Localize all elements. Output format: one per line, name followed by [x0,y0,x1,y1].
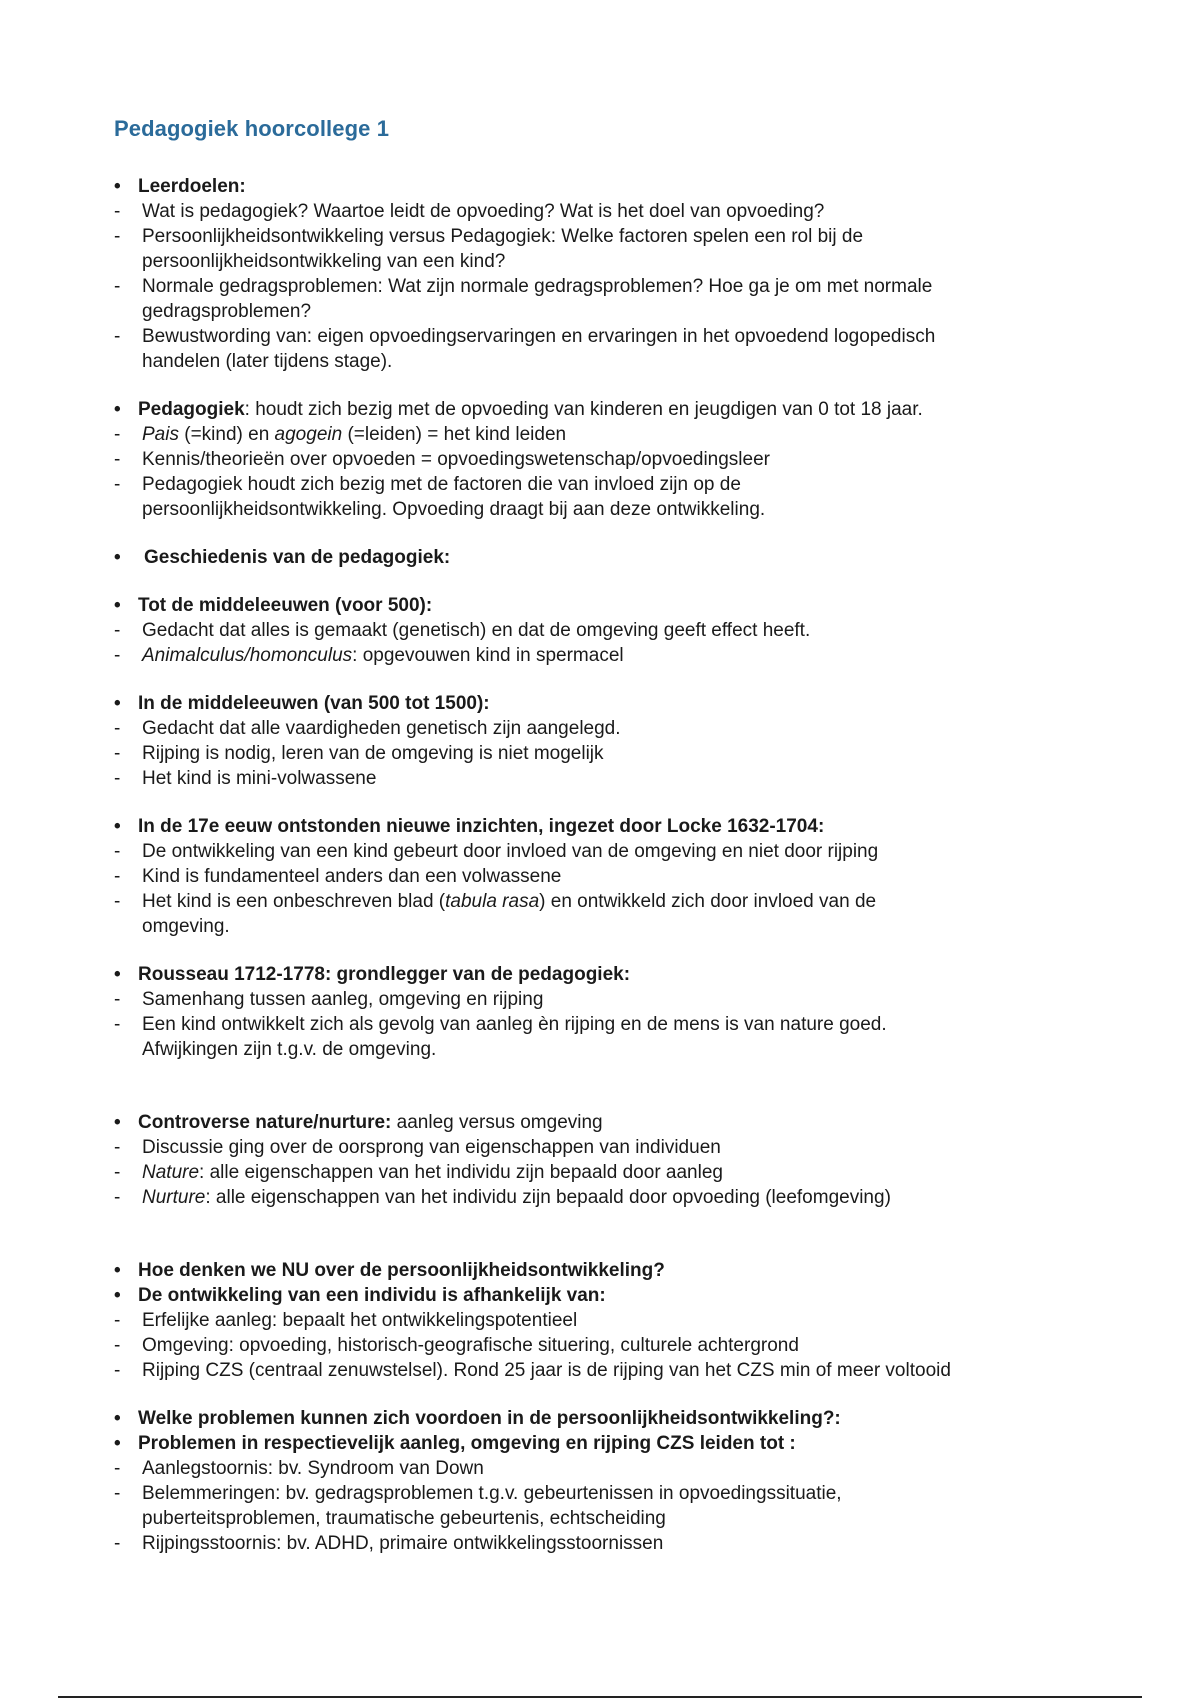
bullet-marker: • [114,176,121,197]
dash-marker: - [114,1162,121,1183]
text-run: : alle eigenschappen van het individu zijn bepaald door opvoeding (leefomgeving) [205,1187,891,1208]
list-item-continuation: omgeving. [142,916,230,937]
bullet-heading [114,545,1114,570]
list-item-text: Het kind is mini-volwassene [142,768,377,789]
dash-marker: - [114,645,121,666]
list-item-continuation: persoonlijkheidsontwikkeling van een kind? [142,251,506,272]
section-leerdoelen [114,174,1114,374]
dash-marker: - [114,891,121,912]
section-controverse [114,1110,1114,1210]
list-item-text: Persoonlijkheidsontwikkeling versus Pedagogiek: Welke factoren spelen een rol bij de [142,226,864,247]
heading-text: Hoe denken we NU over de persoonlijkheidsontwikkeling? [138,1260,665,1281]
dash-marker: - [114,1310,121,1331]
dash-marker: - [114,1360,121,1381]
list-item [114,741,1114,766]
bullet-marker: • [114,816,121,837]
bullet-heading [114,1110,1114,1135]
list-item [114,1308,1114,1333]
list-item [114,1012,1114,1062]
list-item-text [138,424,566,445]
list-item-continuation: gedragsproblemen? [142,301,312,322]
section-rousseau [114,962,1114,1062]
heading-rest: : houdt zich bezig met de opvoeding van kinderen en jeugdigen van 0 tot 18 jaar. [244,399,923,420]
heading-rest: aanleg versus omgeving [391,1112,603,1133]
text-run: (=leiden) = het kind leiden [342,424,567,445]
list-item-text: Kennis/theorieën over opvoeden = opvoedingswetenschap/opvoedingsleer [142,449,770,470]
list-item-text: Discussie ging over de oorsprong van eigenschappen van individuen [142,1137,721,1158]
list-item [114,422,1114,447]
bullet-marker: • [114,693,121,714]
list-item [114,839,1114,864]
list-item-text: De ontwikkeling van een kind gebeurt door invloed van de omgeving en niet door rijping [142,841,879,862]
section-in-middeleeuwen [114,691,1114,791]
section-nu [114,1258,1114,1383]
list-item-text: Bewustwording van: eigen opvoedingservaringen en ervaringen in het opvoedend logopedisch [142,326,936,347]
heading-text: Rousseau 1712-1778: grondlegger van de pedagogiek: [138,964,631,985]
bullet-heading [114,962,1114,987]
dash-marker: - [114,718,121,739]
bullet-heading [114,1431,1114,1456]
list-item-text: Aanlegstoornis: bv. Syndroom van Down [142,1458,484,1479]
bullet-heading [114,691,1114,716]
bullet-marker: • [114,547,121,568]
list-item [114,766,1114,791]
dash-marker: - [114,989,121,1010]
list-item [114,716,1114,741]
italic-term: Animalculus/homonculus [142,645,353,666]
dash-marker: - [114,449,121,470]
dash-marker: - [114,1014,121,1035]
italic-term: Nature [142,1162,200,1183]
list-item-text: Wat is pedagogiek? Waartoe leidt de opvoeding? Wat is het doel van opvoeding? [142,201,825,222]
list-item-text [138,1162,723,1183]
list-item [114,1481,1114,1531]
dash-marker: - [114,768,121,789]
list-item-text: Kind is fundamenteel anders dan een volwassene [142,866,562,887]
list-item [114,324,1114,374]
list-item [114,1456,1114,1481]
bullet-heading [114,593,1114,618]
bullet-marker: • [114,1433,121,1454]
heading-text: De ontwikkeling van een individu is afhankelijk van: [138,1285,606,1306]
footer-divider [58,1696,1142,1698]
page-title: Pedagogiek hoorcollege 1 [114,116,390,141]
list-item [114,447,1114,472]
list-item [114,224,1114,274]
dash-marker: - [114,866,121,887]
list-item-text: Erfelijke aanleg: bepaalt het ontwikkelingspotentieel [142,1310,578,1331]
list-item [114,987,1114,1012]
list-item [114,1185,1114,1210]
heading-text: Problemen in respectievelijk aanleg, omgeving en rijping CZS leiden tot : [138,1433,796,1454]
dash-marker: - [114,1483,121,1504]
list-item-text: Gedacht dat alle vaardigheden genetisch zijn aangelegd. [142,718,621,739]
heading-text: In de middeleeuwen (van 500 tot 1500): [138,693,490,714]
list-item [114,643,1114,668]
list-item [114,1333,1114,1358]
text-run: Het kind is een onbeschreven blad ( [142,891,446,912]
section-geschiedenis [114,545,1114,570]
dash-marker: - [114,1458,121,1479]
bullet-heading [114,1258,1114,1283]
list-item-text: Normale gedragsproblemen: Wat zijn normale gedragsproblemen? Hoe ga je om met normale [142,276,933,297]
text-run: ) en ontwikkeld zich door invloed van de [539,891,877,912]
dash-marker: - [114,1335,121,1356]
bullet-heading [114,397,1114,422]
list-item [114,1135,1114,1160]
heading-text: In de 17e eeuw ontstonden nieuwe inzichten, ingezet door Locke 1632-1704: [138,816,825,837]
list-item-continuation: handelen (later tijdens stage). [142,351,393,372]
heading-text: Tot de middeleeuwen (voor 500): [138,595,433,616]
list-item-text [138,889,1114,914]
bullet-marker: • [114,595,121,616]
heading-text: Controverse nature/nurture: [138,1112,392,1133]
bullet-heading [114,1406,1114,1431]
heading-text: Pedagogiek [138,399,245,420]
list-item-text: Omgeving: opvoeding, historisch-geografische situering, culturele achtergrond [142,1335,799,1356]
text-run: (=kind) en [178,424,275,445]
list-item-text: Rijping is nodig, leren van de omgeving is niet mogelijk [142,743,604,764]
list-item [114,864,1114,889]
bullet-marker: • [114,399,121,420]
section-tot-middeleeuwen [114,593,1114,668]
heading-text: Geschiedenis van de pedagogiek: [144,547,451,568]
bullet-marker: • [114,964,121,985]
dash-marker: - [114,474,121,495]
heading-text: Leerdoelen: [138,176,246,197]
list-item [114,274,1114,324]
heading-text: Welke problemen kunnen zich voordoen in de persoonlijkheidsontwikkeling?: [138,1408,841,1429]
list-item-text: Rijpingsstoornis: bv. ADHD, primaire ontwikkelingsstoornissen [142,1533,664,1554]
list-item [114,889,1114,939]
list-item-continuation: persoonlijkheidsontwikkeling. Opvoeding draagt bij aan deze ontwikkeling. [142,499,766,520]
list-item-text: Samenhang tussen aanleg, omgeving en rijping [142,989,544,1010]
list-item-text: Pedagogiek houdt zich bezig met de factoren die van invloed zijn op de [142,474,741,495]
list-item [114,1531,1114,1556]
dash-marker: - [114,276,121,297]
bullet-marker: • [114,1285,121,1306]
list-item [114,1358,1114,1383]
list-item-continuation: Afwijkingen zijn t.g.v. de omgeving. [142,1039,437,1060]
italic-term: Nurture [142,1187,206,1208]
list-item [114,472,1114,522]
dash-marker: - [114,1137,121,1158]
dash-marker: - [114,620,121,641]
list-item-text: Een kind ontwikkelt zich als gevolg van aanleg èn rijping en de mens is van nature goed. [142,1014,887,1035]
text-run: : alle eigenschappen van het individu zijn bepaald door aanleg [199,1162,723,1183]
document-body [114,174,1114,1579]
text-run: : opgevouwen kind in spermacel [352,645,624,666]
section-zeventiende-eeuw [114,814,1114,939]
italic-term: tabula rasa [445,891,540,912]
list-item-text: Gedacht dat alles is gemaakt (genetisch) en dat de omgeving geeft effect heeft. [142,620,811,641]
dash-marker: - [114,226,121,247]
dash-marker: - [114,201,121,222]
bullet-heading [114,174,1114,199]
bullet-marker: • [114,1260,121,1281]
list-item-text: Rijping CZS (centraal zenuwstelsel). Rond 25 jaar is de rijping van het CZS min of meer voltooid [142,1360,951,1381]
dash-marker: - [114,326,121,347]
dash-marker: - [114,841,121,862]
list-item [114,199,1114,224]
italic-term: agogein [274,424,343,445]
list-item-continuation: puberteitsproblemen, traumatische gebeurtenis, echtscheiding [142,1508,666,1529]
bullet-marker: • [114,1112,121,1133]
list-item [114,618,1114,643]
list-item-text [138,645,624,666]
section-problemen [114,1406,1114,1556]
bullet-marker: • [114,1408,121,1429]
list-item [114,1160,1114,1185]
list-item-text [138,1187,891,1208]
section-pedagogiek [114,397,1114,522]
dash-marker: - [114,743,121,764]
dash-marker: - [114,424,121,445]
list-item-text: Belemmeringen: bv. gedragsproblemen t.g.v. gebeurtenissen in opvoedingssituatie, [142,1483,842,1504]
bullet-heading [114,1283,1114,1308]
bullet-heading [114,814,1114,839]
italic-term: Pais [142,424,179,445]
dash-marker: - [114,1187,121,1208]
dash-marker: - [114,1533,121,1554]
